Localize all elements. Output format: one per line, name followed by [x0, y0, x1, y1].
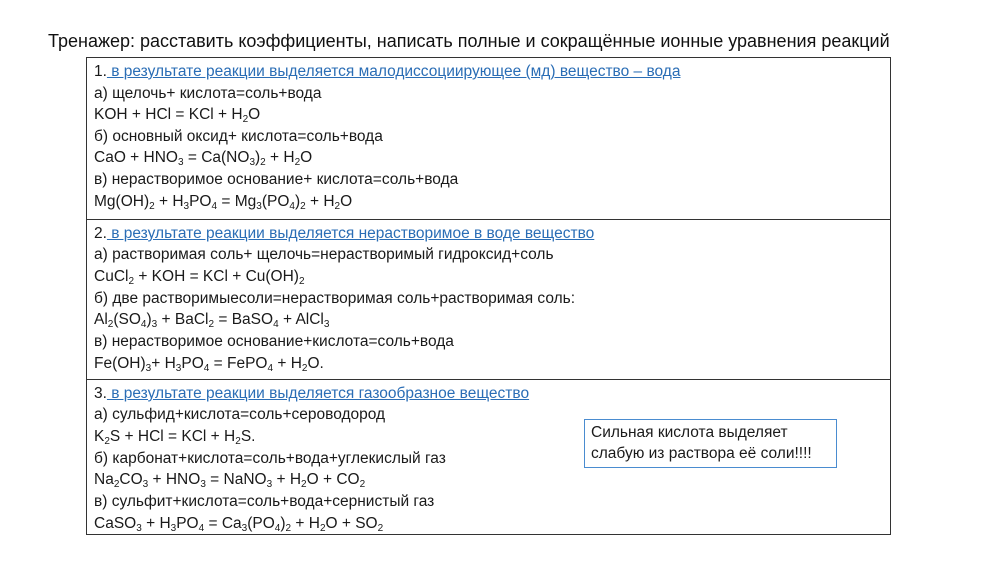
section-number: 2.: [94, 225, 107, 242]
section-heading: [94, 384, 529, 404]
reaction-type: в) нерастворимое основание+ кислота=соль+вода: [94, 171, 459, 188]
note-line: Сильная кислота выделяет: [591, 424, 788, 441]
reaction-equation: $Al_2(SO_4)_3$ + BaCl$_2$ = BaSO$_4$ + AlCl$_3$: [94, 311, 330, 330]
note-line: слабую из раствора её соли!!!!: [591, 445, 812, 462]
section-heading-link[interactable]: в результате реакции выделяется малодиссоциирующее (мд) вещество – вода: [106, 63, 681, 80]
section-heading: [94, 224, 594, 244]
section-heading-link[interactable]: в результате реакции выделяется газообразное вещество: [106, 385, 530, 402]
section-number: 3.: [94, 385, 107, 402]
section-water: [87, 58, 890, 219]
reaction-type: а) растворимая соль+ щелочь=нерастворимый гидроксид+соль: [94, 246, 554, 263]
reaction-type: в) сульфит+кислота=соль+вода+сернистый газ: [94, 493, 435, 510]
reaction-equation: CuCl$_2$ + KOH = KCl + $Cu(OH)_2$: [94, 268, 305, 287]
page-title: Тренажер: расставить коэффициенты, написать полные и сокращённые ионные уравнения реакций: [48, 31, 890, 51]
reaction-equation: CaSO$_3$ + $H_3PO_4 = Ca_3(PO_4)_2 + H_2O + SO_2$: [94, 515, 384, 534]
section-number: 1.: [94, 63, 107, 80]
section-precipitate: [87, 219, 890, 380]
reaction-type: б) карбонат+кислота=соль+вода+углекислый газ: [94, 450, 446, 467]
reaction-type: б) две растворимыесоли=нерастворимая соль+растворимая соль:: [94, 290, 576, 307]
reaction-type: а) сульфид+кислота=соль+сероводород: [94, 406, 386, 423]
reaction-type: а) щелочь+ кислота=соль+вода: [94, 85, 322, 102]
reaction-equation: KOH + HCl = KCl + $H_2O$: [94, 106, 261, 125]
reaction-type: б) основный оксид+ кислота=соль+вода: [94, 128, 383, 145]
reaction-type: в) нерастворимое основание+кислота=соль+вода: [94, 333, 454, 350]
reaction-equation: CaO + $HNO_3 = Ca(NO_3)_2 + H_2O$: [94, 149, 313, 168]
reaction-equation: $Fe(OH)_3+ H_3PO_4$ = FePO$_4$ + $H_2O$.: [94, 355, 324, 374]
section-heading-link[interactable]: в результате реакции выделяется нерастворимое в воде вещество: [106, 225, 595, 242]
section-heading: [94, 62, 680, 82]
reaction-equation: $Mg(OH)_2 + H_3PO_4 = Mg_3(PO_4)_2 + H_2O$: [94, 193, 353, 212]
reaction-equation: $K_2S$ + HCl = KCl + $H_2S$.: [94, 428, 256, 447]
reaction-equation: $Na_2CO_3 + HNO_3$ = NaNO$_3$ + $H_2O + CO_2$: [94, 471, 366, 490]
note-box: [584, 419, 837, 468]
